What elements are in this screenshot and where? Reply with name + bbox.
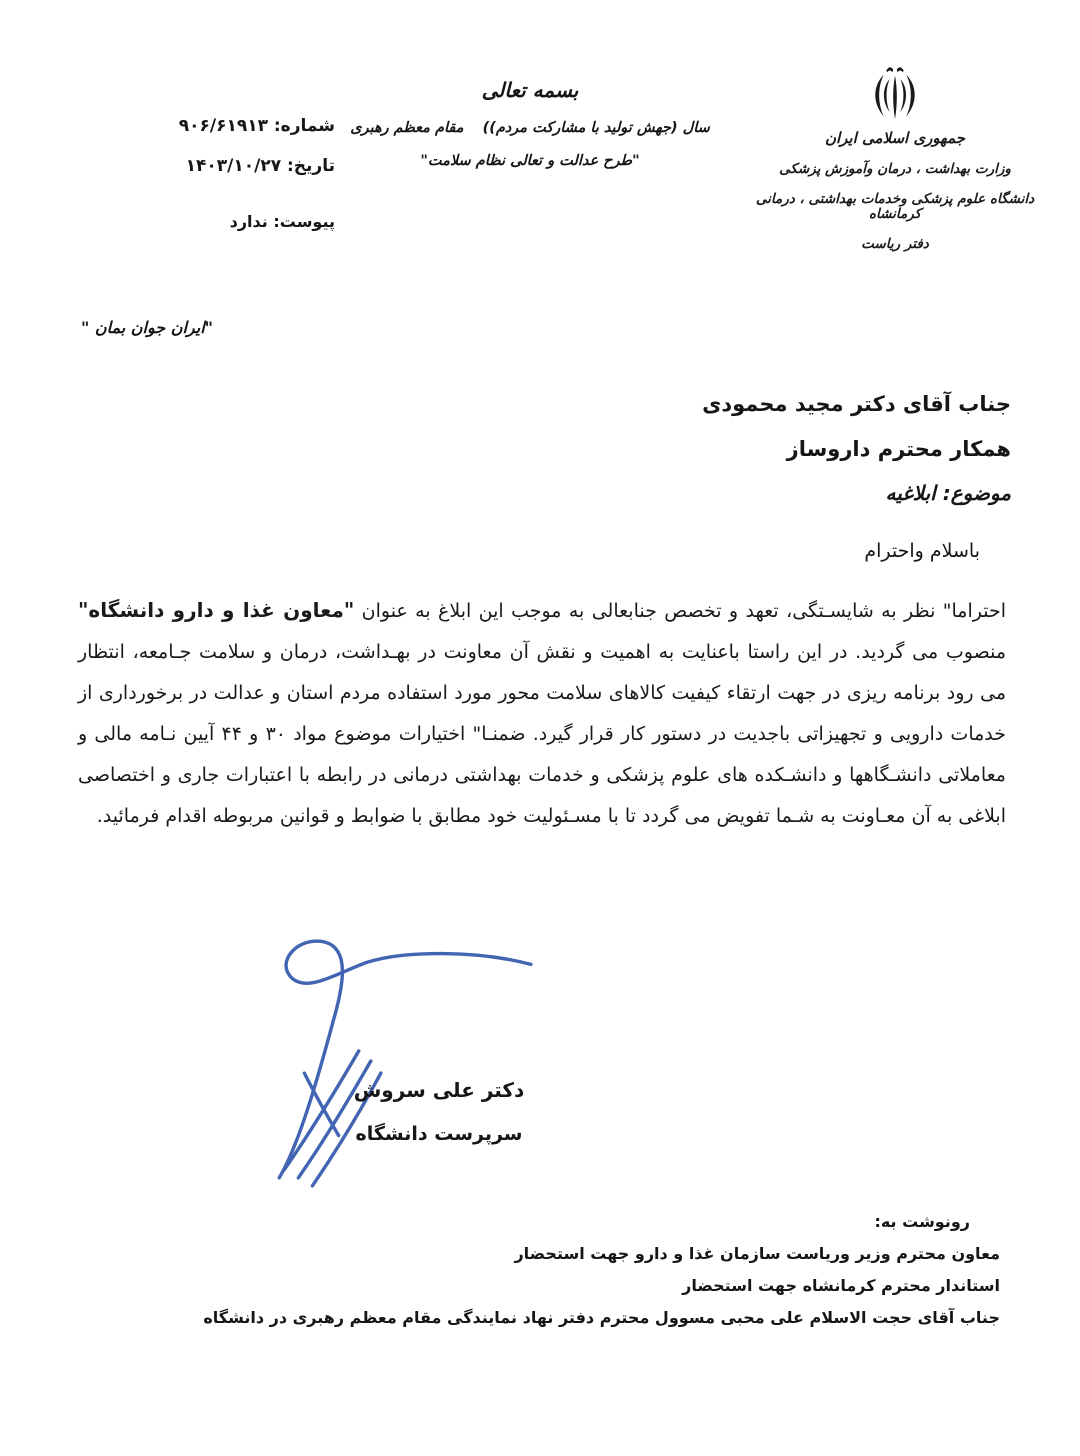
letter-number-label: شماره:: [273, 116, 335, 136]
letter-attachment: [130, 212, 335, 231]
cc-item-3: جناب آقای حجت الاسلام علی محبی مسوول محترم دفتر نهاد نمایندگی مقام معظم رهبری در دانشگاه: [203, 1308, 1000, 1327]
letter-date-value: ۱۴۰۳/۱۰/۲۷: [185, 156, 282, 176]
letter-meta: [100, 116, 335, 231]
year-slogan-line: [320, 120, 740, 136]
cc-item-2: استاندار محترم کرمانشاه جهت استحضار: [682, 1276, 1000, 1295]
recipient-block: [702, 394, 1011, 503]
letter-number: [100, 116, 335, 136]
cc-label: رونوشت به:: [874, 1212, 970, 1231]
letter-subject: موضوع: ابلاغیه: [885, 481, 1011, 505]
recipient-role: همکار محترم داروساز: [786, 437, 1011, 461]
cc-block: [203, 1214, 1000, 1326]
year-slogan: سال (جهش تولید با مشارکت مردم)): [482, 120, 710, 136]
bismillah: بسمه تعالی: [481, 78, 579, 102]
signer-title: سرپرست دانشگاه: [355, 1123, 523, 1145]
signer-name: دکتر علی سروش: [353, 1078, 525, 1102]
iran-emblem-icon: [869, 64, 921, 122]
recipient-name: جناب آقای دکتر مجید محمودی: [702, 392, 1011, 416]
letter-date-label: تاریخ:: [287, 156, 335, 176]
letterhead-university: دانشگاه علوم پزشکی وخدمات بهداشتی ، درمانی کرمانشاه: [755, 191, 1035, 223]
salutation: باسلام واحترام: [864, 540, 980, 562]
letterhead-country: جمهوری اسلامی ایران: [824, 129, 966, 147]
letter-date: [100, 156, 335, 176]
letter-attachment-value: ندارد: [229, 212, 268, 231]
letterhead: [750, 64, 1040, 252]
health-plan-slogan: "طرح عدالت و تعالی نظام سلامت": [420, 153, 640, 169]
letter-attachment-label: پیوست:: [273, 212, 335, 231]
letter-number-value: ۹۰۶/۶۱۹۱۳: [178, 116, 268, 136]
center-header: [320, 78, 740, 169]
cc-item-1: معاون محترم وزیر وریاست سازمان غذا و دارو جهت استحضار: [514, 1244, 1000, 1263]
slogan-attribution: مقام معظم رهبری: [350, 120, 464, 136]
letterhead-office: دفتر ریاست: [861, 236, 929, 253]
body-appointment-title: "معاون غذا و دارو دانشگاه": [78, 598, 355, 622]
body-text-start: احتراما" نظر به شایسـتگی، تعهد و تخصص جنابعالی به موجب این ابلاغ به عنوان: [354, 600, 1006, 622]
handwritten-signature: [246, 922, 548, 1194]
letter-body: [78, 590, 1006, 837]
signature-block: [326, 1080, 552, 1144]
body-text-rest: منصوب می گردید. در این راستا باعنایت به اهمیت و نقش آن معاونت در بهـداشت، درمان و سلامت جـامعه، انتظار می رود برنامه ریزی در جهت ارتقاء کیفیت کالاهای سلامت محور مورد استفاده مردم استان و عدالت در برخورداری از خدمات دارویی و تجهیزاتی باجدیت در دستور کار قرار گیرد. ضمنـا" اختیارات موضوع مواد ۳۰ و ۴۴ آیین نـامه مالی و معاملاتی دانشـگاهها و دانشـکده های علوم پزشکی و خدمات بهداشتی درمانی در رابطه با اعتبارات جاری و اختصاصی ابلاغی به آن معـاونت به شـما تفویض می گردد تا با مسـئولیت خود مطابق با ضوابط و قوانین مربوطه اقدام فرمائید.: [78, 641, 1007, 827]
iran-young-slogan: "ایران جوان بمان ": [81, 318, 213, 337]
letterhead-ministry: وزارت بهداشت ، درمان وآموزش پزشکی: [779, 160, 1011, 177]
